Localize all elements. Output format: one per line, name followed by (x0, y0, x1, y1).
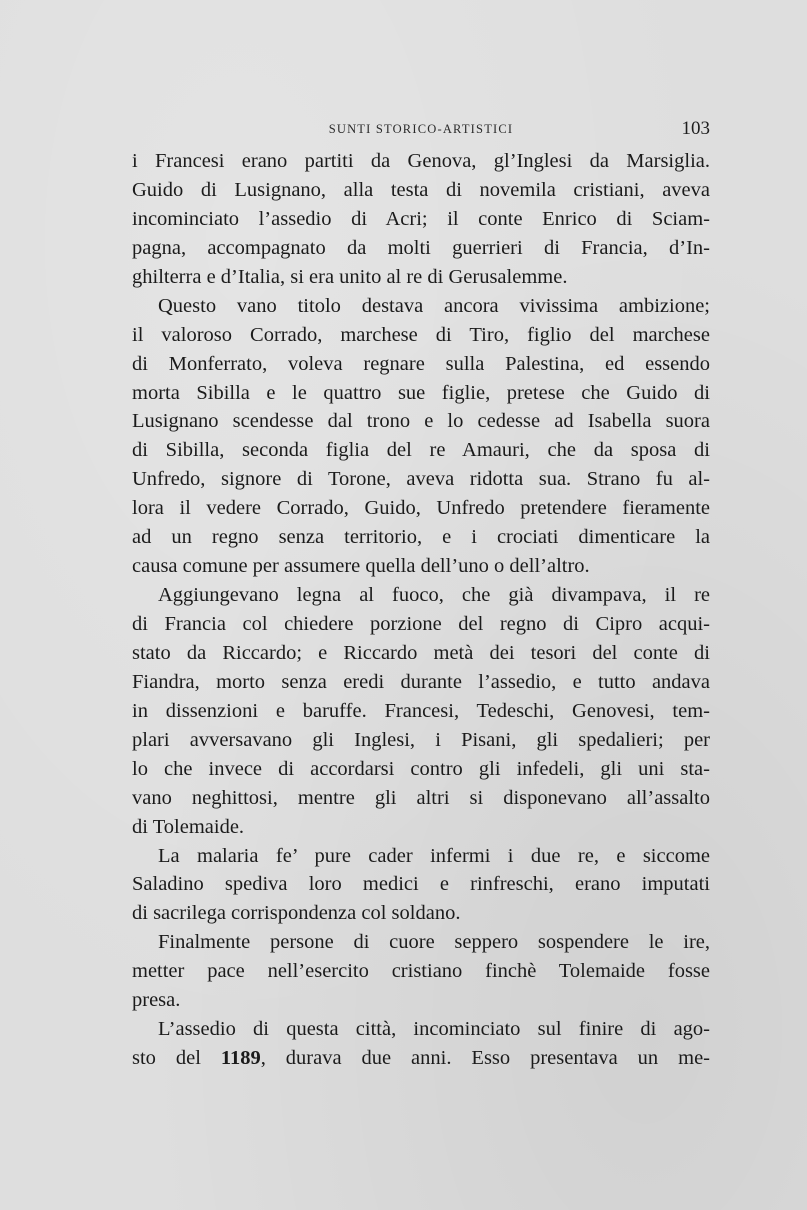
text-line: presa. (132, 989, 181, 1012)
text-line: di Monferrato, voleva regnare sulla Palestina, ed essendo (132, 352, 710, 375)
text-line: Saladino spediva loro medici e rinfreschi, erano imputati (132, 873, 710, 896)
text-line: plari avversavano gli Inglesi, i Pisani, gli spedalieri; per (132, 728, 710, 751)
text-line: incominciato l’assedio di Acri; il conte Enrico di Sciam- (132, 207, 710, 230)
text-line: causa comune per assumere quella dell’uno o dell’altro. (132, 555, 590, 578)
running-title: SUNTI STORICO-ARTISTICI (328, 122, 514, 136)
text-line-final (132, 1044, 710, 1073)
text-line: ad un regno senza territorio, e i crociati dimenticare la (132, 526, 710, 549)
text-line: metter pace nell’esercito cristiano finchè Tolemaide fosse (132, 960, 710, 983)
text-line: di Francia col chiedere porzione del regno di Cipro acqui- (132, 613, 710, 635)
text-line: il valoroso Corrado, marchese di Tiro, figlio del marchese (132, 323, 710, 346)
text-line: stato da Riccardo; e Riccardo metà dei tesori del conte di (132, 641, 710, 664)
text-line: di Tolemaide. (132, 815, 245, 838)
text-line: Finalmente persone di cuore seppero sospendere le ire, (158, 931, 710, 954)
text-line: Lusignano scendesse dal trono e lo cedesse ad Isabella suora (132, 410, 710, 433)
text-line: Fiandra, morto senza eredi durante l’assedio, e tutto andava (132, 670, 710, 693)
text-line: Unfredo, signore di Torone, aveva ridotta sua. Strano fu al- (132, 468, 710, 491)
running-head (132, 118, 710, 142)
text-line: pagna, accompagnato da molti guerrieri di Francia, d’In- (132, 236, 710, 259)
text-fragment: sto del (132, 1047, 221, 1070)
text-line: di sacrilega corrispondenza col soldano. (132, 902, 461, 925)
text-line: lora il vedere Corrado, Guido, Unfredo pretendere fieramente (132, 497, 710, 520)
text-line: L’assedio di questa città, incominciato sul finire di ago- (158, 1018, 710, 1041)
text-line: Questo vano titolo destava ancora vivissima ambizione; (158, 294, 710, 317)
body-text (132, 147, 710, 1073)
text-line: i Francesi erano partiti da Genova, gl’Inglesi da Marsiglia. (132, 150, 710, 172)
text-fragment: , durava due anni. Esso presentava un me- (260, 1047, 710, 1070)
text-line: vano neghittosi, mentre gli altri si disponevano all’assalto (132, 786, 710, 809)
year-number: 1189 (220, 1047, 261, 1070)
text-line: lo che invece di accordarsi contro gli infedeli, gli uni sta- (132, 757, 710, 780)
text-line: La malaria fe’ pure cader infermi i due re, e siccome (158, 844, 710, 867)
text-line: morta Sibilla e le quattro sue figlie, pretese che Guido di (132, 381, 710, 404)
text-line: ghilterra e d’Italia, si era unito al re di Gerusalemme. (132, 265, 568, 288)
text-line: in dissenzioni e baruffe. Francesi, Tedeschi, Genovesi, tem- (132, 699, 710, 722)
text-line: Aggiungevano legna al fuoco, che già divampava, il re (158, 584, 710, 607)
page-number: 103 (681, 118, 710, 139)
text-line: Guido di Lusignano, alla testa di novemila cristiani, aveva (132, 178, 710, 201)
text-line: di Sibilla, seconda figlia del re Amauri, che da sposa di (132, 439, 710, 462)
